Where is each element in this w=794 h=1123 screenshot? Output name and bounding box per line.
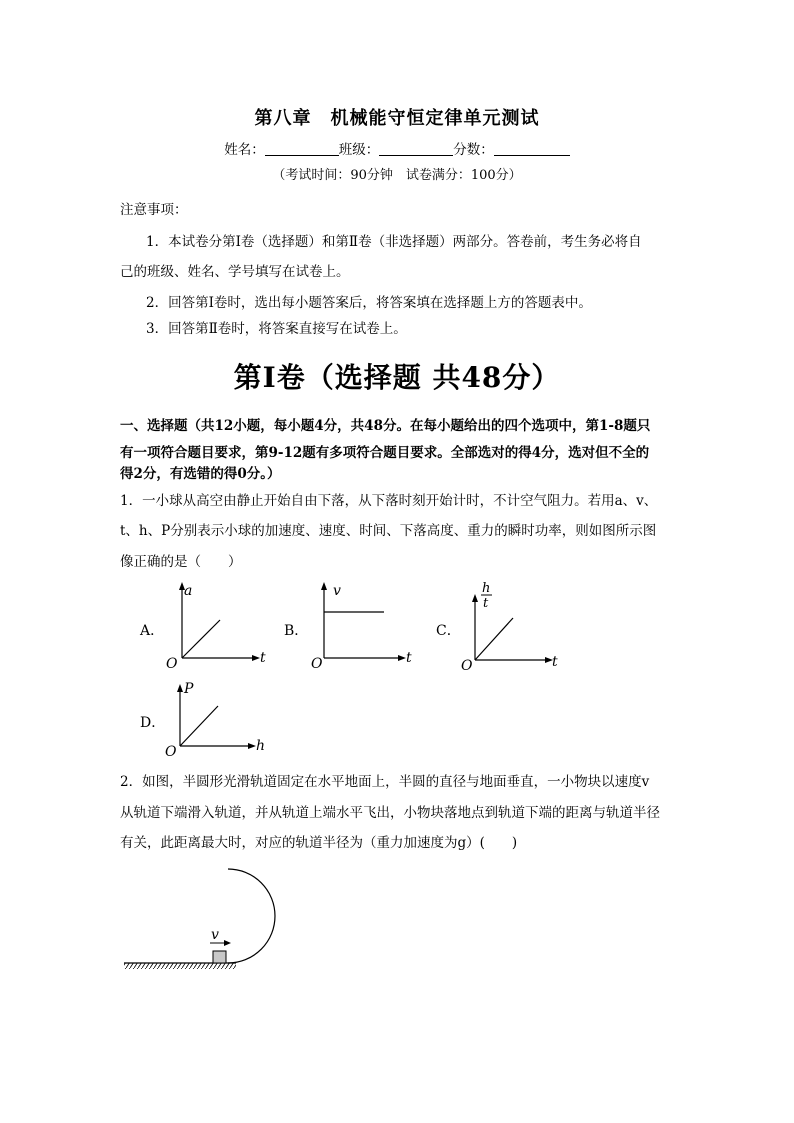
option-b-x-label: t (406, 650, 412, 666)
name-blank[interactable] (265, 141, 339, 156)
page-title: 第八章 机械能守恒定律单元测试 (254, 108, 540, 129)
option-c-label: C． (436, 623, 461, 639)
instructions-line1: 一、选择题（共12小题，每小题4分，共48分。在每小题给出的四个选项中，第1-8题只 (120, 418, 651, 434)
option-c-x-label: t (552, 654, 558, 670)
option-b-label: B． (284, 623, 309, 639)
option-c-graph (455, 578, 570, 678)
section-title: 第Ⅰ卷（选择题 共48分） (233, 361, 561, 394)
option-d-x-label: h (256, 738, 266, 754)
class-blank[interactable] (379, 141, 453, 156)
option-a-label: A． (140, 623, 165, 639)
note-item-3: 3．回答第Ⅱ卷时，将答案直接写在试卷上。 (146, 321, 407, 337)
option-a-x-label: t (260, 650, 266, 666)
option-d-y-label: P (184, 681, 194, 697)
option-c-origin: O (461, 658, 473, 674)
option-a-y-label: a (184, 583, 193, 599)
ground-hatching (124, 963, 236, 969)
option-a-graph (160, 578, 280, 673)
notes-heading: 注意事项： (120, 202, 188, 218)
option-d-graph (160, 674, 280, 764)
option-b-y-label: v (333, 583, 341, 599)
semicircle-track (228, 869, 275, 963)
note-item-1-line1: 1．本试卷分第Ⅰ卷（选择题）和第Ⅱ卷（非选择题）两部分。答卷前，考生务必将自 (146, 234, 642, 250)
velocity-arrowhead (224, 940, 231, 946)
option-c-y-numerator: h (482, 581, 491, 596)
block (213, 951, 226, 963)
velocity-label: v (211, 927, 219, 943)
option-d-origin: O (165, 744, 177, 760)
option-d-label: D． (140, 715, 166, 731)
q1-line3: 像正确的是（ ） (120, 554, 242, 570)
class-label: 班级： (338, 142, 380, 158)
instructions-line3: 得2分，有选错的得0分。） (120, 466, 281, 482)
q2-line1: 2．如图，半圆形光滑轨道固定在水平地面上，半圆的直径与地面垂直，一小物块以速度v (120, 774, 650, 790)
note-item-2: 2．回答第Ⅰ卷时，选出每小题答案后，将答案填在选择题上方的答题表中。 (146, 295, 592, 311)
option-b-origin: O (311, 656, 323, 672)
instructions-line2: 有一项符合题目要求，第9-12题有多项符合题目要求。全部选对的得4分，选对但不全的 (120, 445, 650, 461)
score-label: 分数： (453, 142, 494, 158)
q2-line2: 从轨道下端滑入轨道，并从轨道上端水平飞出，小物块落地点到轨道下端的距离与轨道半径 (120, 805, 660, 821)
student-info-line (0, 138, 794, 158)
option-a-origin: O (166, 656, 178, 672)
q2-track-figure (118, 860, 288, 975)
option-b-graph (302, 578, 427, 673)
q1-line1: 1．一小球从高空由静止开始自由下落，从下落时刻开始计时，不计空气阻力。若用a、v、 (120, 493, 658, 509)
exam-time-info: （考试时间：90分钟 试卷满分：100分） (272, 168, 522, 183)
score-blank[interactable] (494, 141, 570, 156)
option-c-y-denominator: t (483, 596, 489, 611)
name-label: 姓名： (224, 142, 265, 158)
q1-line2: t、h、P分别表示小球的加速度、速度、时间、下落高度、重力的瞬时功率，则如图所示图 (120, 523, 657, 539)
note-item-1-line2: 己的班级、姓名、学号填写在试卷上。 (120, 264, 350, 280)
q2-line3: 有关，此距离最大时，对应的轨道半径为（重力加速度为g）( ) (120, 835, 518, 851)
